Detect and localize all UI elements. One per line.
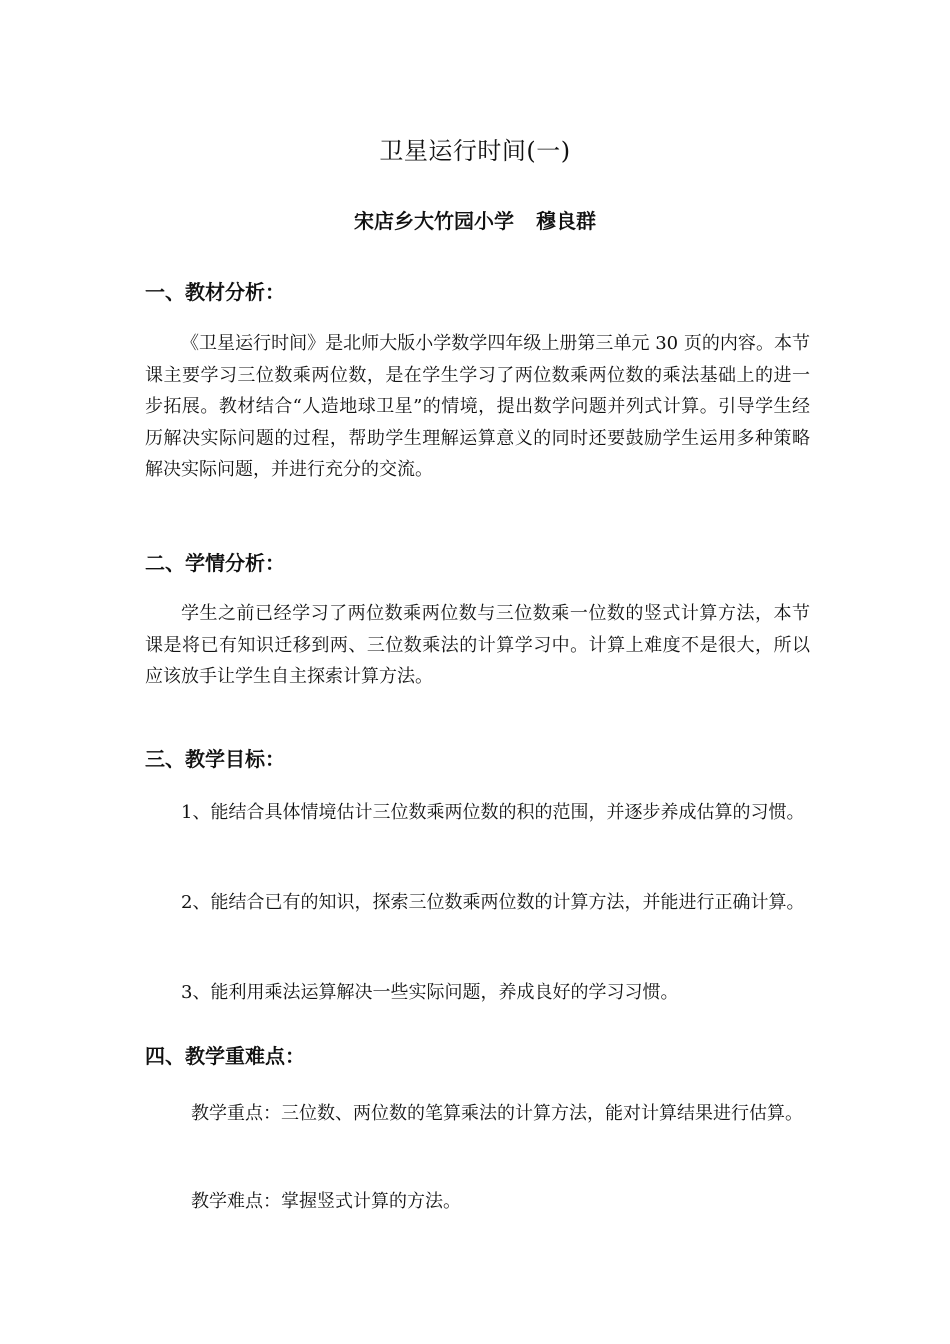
section-heading-key-difficult-points: 四、教学重难点：: [145, 1044, 305, 1068]
goal-item: 1、能结合具体情境估计三位数乘两位数的积的范围，并逐步养成估算的习惯。: [181, 802, 805, 823]
section-heading-student-analysis: 二、学情分析：: [145, 551, 285, 575]
author-line: [0, 206, 950, 236]
goal-item: 2、能结合已有的知识，探索三位数乘两位数的计算方法，并能进行正确计算。: [181, 892, 805, 913]
document-title: 卫星运行时间(一): [379, 137, 571, 165]
goal-item: 3、能利用乘法运算解决一些实际问题，养成良好的学习习惯。: [181, 982, 679, 1003]
section-heading-textbook-analysis: 一、教材分析：: [145, 280, 285, 304]
section-paragraph: 《卫星运行时间》是北师大版小学数学四年级上册第三单元 30 页的内容。本节课主要学习三位数乘两位数，是在学生学习了两位数乘两位数的乘法基础上的进一步拓展。教材结合“人造地球卫星”的情境，提出数学问题并列式计算。引导学生经历解决实际问题的过程，帮助学生理解运算意义的同时还要鼓励学生运用多种策略解决实际问题，并进行充分的交流。: [145, 333, 810, 480]
author-school: 宋店乡大竹园小学: [354, 209, 514, 233]
section-paragraph: 学生之前已经学习了两位数乘两位数与三位数乘一位数的竖式计算方法，本节课是将已有知识迁移到两、三位数乘法的计算学习中。计算上难度不是很大，所以应该放手让学生自主探索计算方法。: [145, 603, 810, 687]
key-point: 教学重点：三位数、两位数的笔算乘法的计算方法，能对计算结果进行估算。: [191, 1103, 803, 1124]
author-name: 穆良群: [536, 209, 596, 233]
difficult-point: 教学难点：掌握竖式计算的方法。: [191, 1191, 461, 1212]
section-heading-teaching-goals: 三、教学目标：: [145, 747, 285, 771]
